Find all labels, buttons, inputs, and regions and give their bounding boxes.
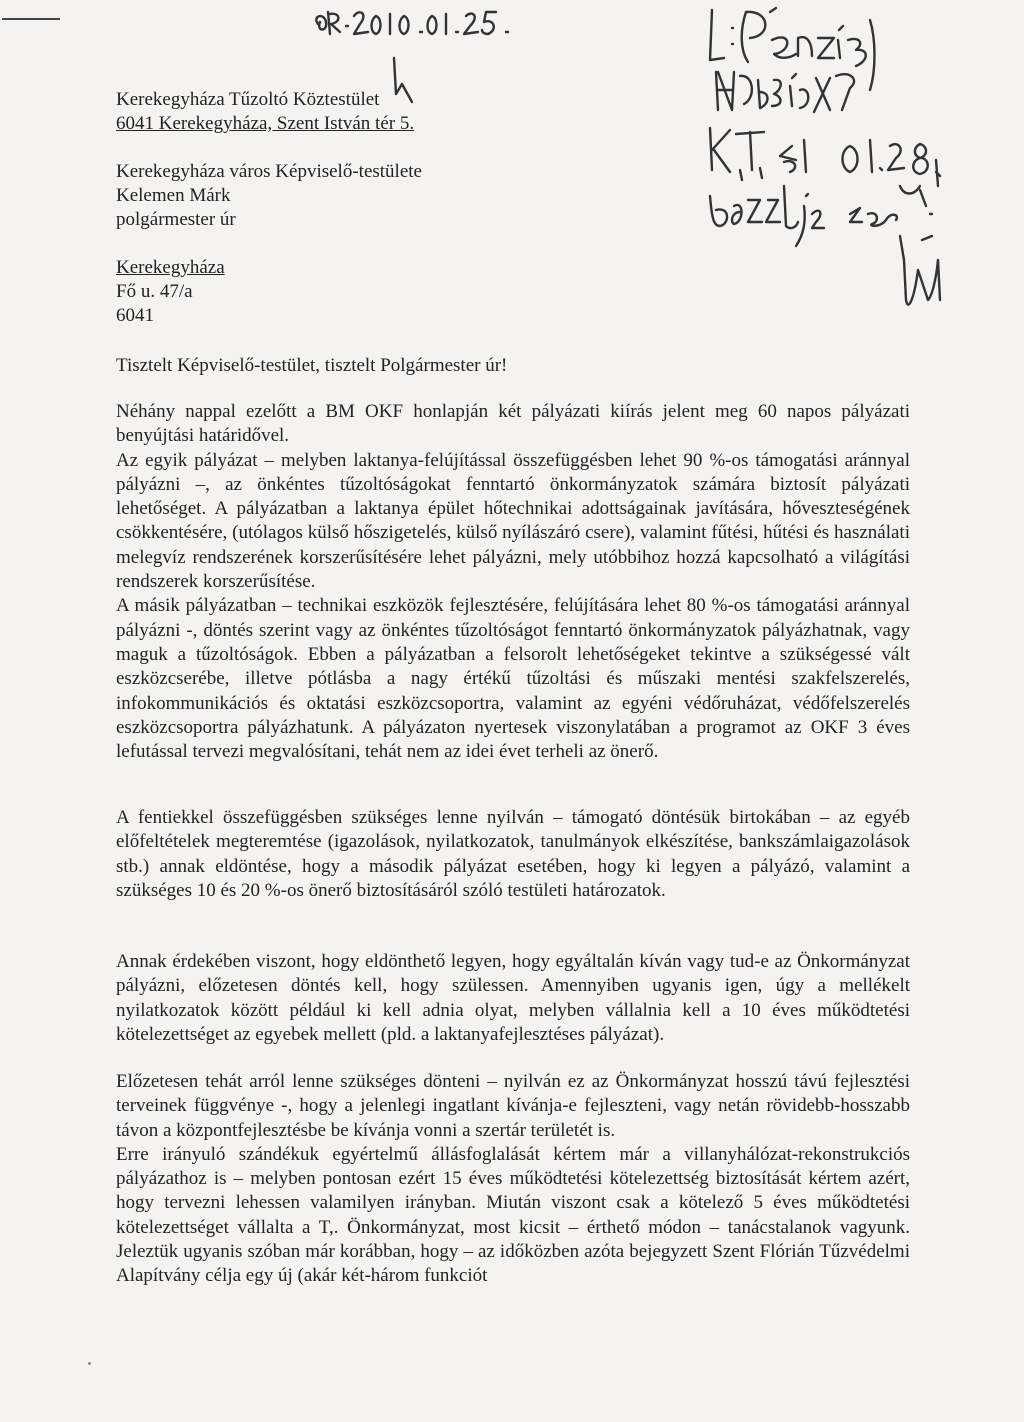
scan-edge-mark: [2, 16, 62, 22]
handwritten-check-mark: [388, 54, 418, 109]
paragraph: A fentiekkel összefüggésben szükséges lenne nyilván – támogató döntésük birtokában – az egyéb előfeltételek megteremtése (igazolások, nyilatkozatok, tanulmányok elkészítése, bankszámlaigazolások stb.) annak eldöntése, hogy a második pályázat esetében, hogy ki legyen a pályázó, valamint a szükséges 10 és 20 %-os önerő biztosításáról szóló testületi határozatok.: [116, 807, 910, 901]
paragraph: Néhány nappal ezelőtt a BM OKF honlapján két pályázati kiírás jelent meg 60 napos pályázati benyújtási határidővel.: [116, 401, 910, 447]
body-section-4: [116, 1070, 910, 1289]
paragraph: A másik pályázatban – technikai eszközök fejlesztésére, felújítására lehet 80 %-os támogatási aránnyal pályázni -, döntés szerint vagy az önkéntes tűzoltóságot fenntartó önkormányzatok pályázhatnak, vagy maguk a tűzoltóságok. Ebben a pályázatban a felsorolt lehetőségeket tekintve a szükségessé vált eszközcserébe, illetve pótlásba a nagy értékű tűzoltási és műszaki mentési szakfelszerelés, infokommunikációs és oktatási eszközcsoportra, valamint az egyéni védőruházat, védőfelszerelés eszközcsoportra pályázhatunk. A pályázaton nyertesek viszonylatában a programot az OKF 3 éves lefutással tervezi megvalósítani, tehát nem az idei évet terheli az önerő.: [116, 595, 910, 763]
body-section-3: [116, 950, 910, 1047]
recipient-zip: 6041: [116, 305, 154, 326]
paragraph: Erre irányuló szándékuk egyértelmű állásfoglalását kértem már a villanyhálózat-rekonstrukciós pályázathoz is – melyben pontosan ezért 15 éves működtetési kötelezettség biztosítását kértem azért, hogy tervezni lehessen valamilyen irányban. Miután viszont csak a kötelező 5 éves működtetési kötelezettséget vállalta a T,. Önkormányzat, most kicsit – érthető módon – tanácstalanok vagyunk. Jeleztük ugyanis szóban már korábban, hogy – az időközben azóta bejegyzett Szent Flórián Tűzvédelmi Alapítvány célja egy új (akár két-három funkciót: [116, 1143, 910, 1287]
paragraph: Előzetesen tehát arról lenne szükséges dönteni – nyilván ez az Önkormányzat hosszú távú fejlesztési terveinek függvénye -, hogy a jelenlegi ingatlant kívánja-e fejleszteni, vagy netán rövidebb-hosszabb távon a központfejlesztésbe be kívánja vonni a szertár területét is.: [116, 1071, 910, 1141]
recipient-city: Kerekegyháza: [116, 257, 225, 278]
recipient-body: Kerekegyháza város Képviselő-testülete: [116, 161, 422, 182]
paragraph: Annak érdekében viszont, hogy eldönthető legyen, hogy egyáltalán kíván vagy tud-e az Önkormányzat pályázni, előzetesen döntés kell, hogy szülessen. Amennyiben ugyanis igen, úgy a mellékelt nyilatkozatok között például ki kell adnia olyat, melyben vállalnia kell a 10 éves működtetési kötelezettséget az egyebek mellett (pld. a laktanyafejlesztéses pályázat).: [116, 951, 910, 1045]
body-section-1: [116, 400, 910, 764]
scan-speck: [88, 1362, 91, 1365]
recipient-street: Fő u. 47/a: [116, 281, 193, 302]
handwritten-date-note: [310, 2, 550, 47]
recipient-title: polgármester úr: [116, 209, 236, 230]
paragraph: Az egyik pályázat – melyben laktanya-felújítással összefüggésben lehet 90 %-os támogatási aránnyal pályázni –, az önkéntes tűzoltóságokat fenntartó önkormányzatok számára biztosít pályázati lehetőséget. A pályázatban a laktanya épület hőtechnikai adottságainak javítására, hőveszteségének csökkentésére, (utólagos külső hőszigetelés, külső nyílászáró csere), valamint fűtési, hűtési és használati melegvíz rendszerének korszerűsítésére lehet pályázni, mely utóbbihoz hozzá kapcsolható a világítási rendszerek korszerűsítése.: [116, 449, 910, 593]
body-section-2: [116, 806, 910, 903]
salutation: Tisztelt Képviselő-testület, tisztelt Polgármester úr!: [116, 355, 508, 376]
sender-address: 6041 Kerekegyháza, Szent István tér 5.: [116, 113, 415, 134]
recipient-person: Kelemen Márk: [116, 185, 231, 206]
handwritten-margin-note: [700, 0, 960, 320]
sender-name: Kerekegyháza Tűzoltó Köztestület: [116, 89, 380, 110]
